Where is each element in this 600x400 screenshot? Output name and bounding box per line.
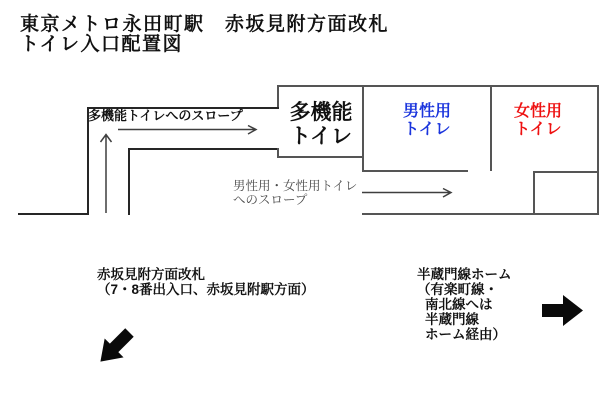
multi-ramp-arrow bbox=[118, 126, 256, 135]
multi-toilet-label bbox=[278, 101, 364, 149]
mw-ramp-label bbox=[233, 179, 357, 207]
gate-line-2: （7・8番出入口、赤坂見附駅方面） bbox=[97, 282, 315, 297]
page-title bbox=[20, 15, 389, 55]
platform-line-5: ホーム経由） bbox=[425, 327, 506, 342]
platform-line-4: 半蔵門線 bbox=[425, 312, 479, 327]
mw-ramp-line-1: 男性用・女性用トイレ bbox=[233, 179, 358, 193]
gate-line-1: 赤坂見附方面改札 bbox=[97, 267, 205, 282]
wall-right-outer bbox=[597, 85, 599, 215]
wall-corridor-inner-horizontal bbox=[128, 148, 279, 150]
right-arrow-icon bbox=[542, 294, 584, 327]
womens-toilet-line-1: 女性用 bbox=[513, 103, 562, 120]
title-line-2: トイレ入口配置図 bbox=[20, 34, 184, 55]
down-left-arrow-icon bbox=[98, 318, 144, 364]
wall-small-room-top bbox=[533, 171, 599, 173]
multi-ramp-label: 多機能トイレへのスロープ bbox=[88, 108, 243, 123]
wall-corridor-inner-vertical bbox=[128, 148, 130, 215]
wall-top bbox=[277, 85, 599, 87]
multi-toilet-line-2: トイレ bbox=[290, 125, 352, 148]
wall-bottom-right bbox=[362, 213, 599, 215]
up-arrow bbox=[101, 135, 112, 214]
gate-label bbox=[97, 267, 315, 297]
wall-small-room-left bbox=[533, 171, 535, 215]
wall-multi-box-bottom bbox=[277, 156, 364, 158]
platform-line-2: （有楽町線・ bbox=[417, 282, 498, 297]
womens-toilet-line-2: トイレ bbox=[514, 121, 562, 138]
mw-ramp-arrow bbox=[362, 189, 451, 198]
mens-toilet-label bbox=[364, 103, 490, 139]
womens-toilet-label bbox=[488, 103, 588, 139]
platform-line-3: 南北線へは bbox=[425, 297, 493, 312]
multi-toilet-line-1: 多機能 bbox=[289, 101, 353, 124]
mens-toilet-line-1: 男性用 bbox=[402, 103, 451, 120]
wall-bottom-left bbox=[18, 213, 89, 215]
title-line-1: 東京メトロ永田町駅 赤坂見附方面改札 bbox=[20, 14, 390, 35]
wall-mens-bottom bbox=[362, 170, 468, 172]
platform-label bbox=[417, 267, 512, 342]
mens-toilet-line-2: トイレ bbox=[403, 121, 451, 138]
mw-ramp-line-2: へのスロープ bbox=[233, 193, 308, 207]
platform-line-1: 半蔵門線ホーム bbox=[417, 267, 512, 282]
